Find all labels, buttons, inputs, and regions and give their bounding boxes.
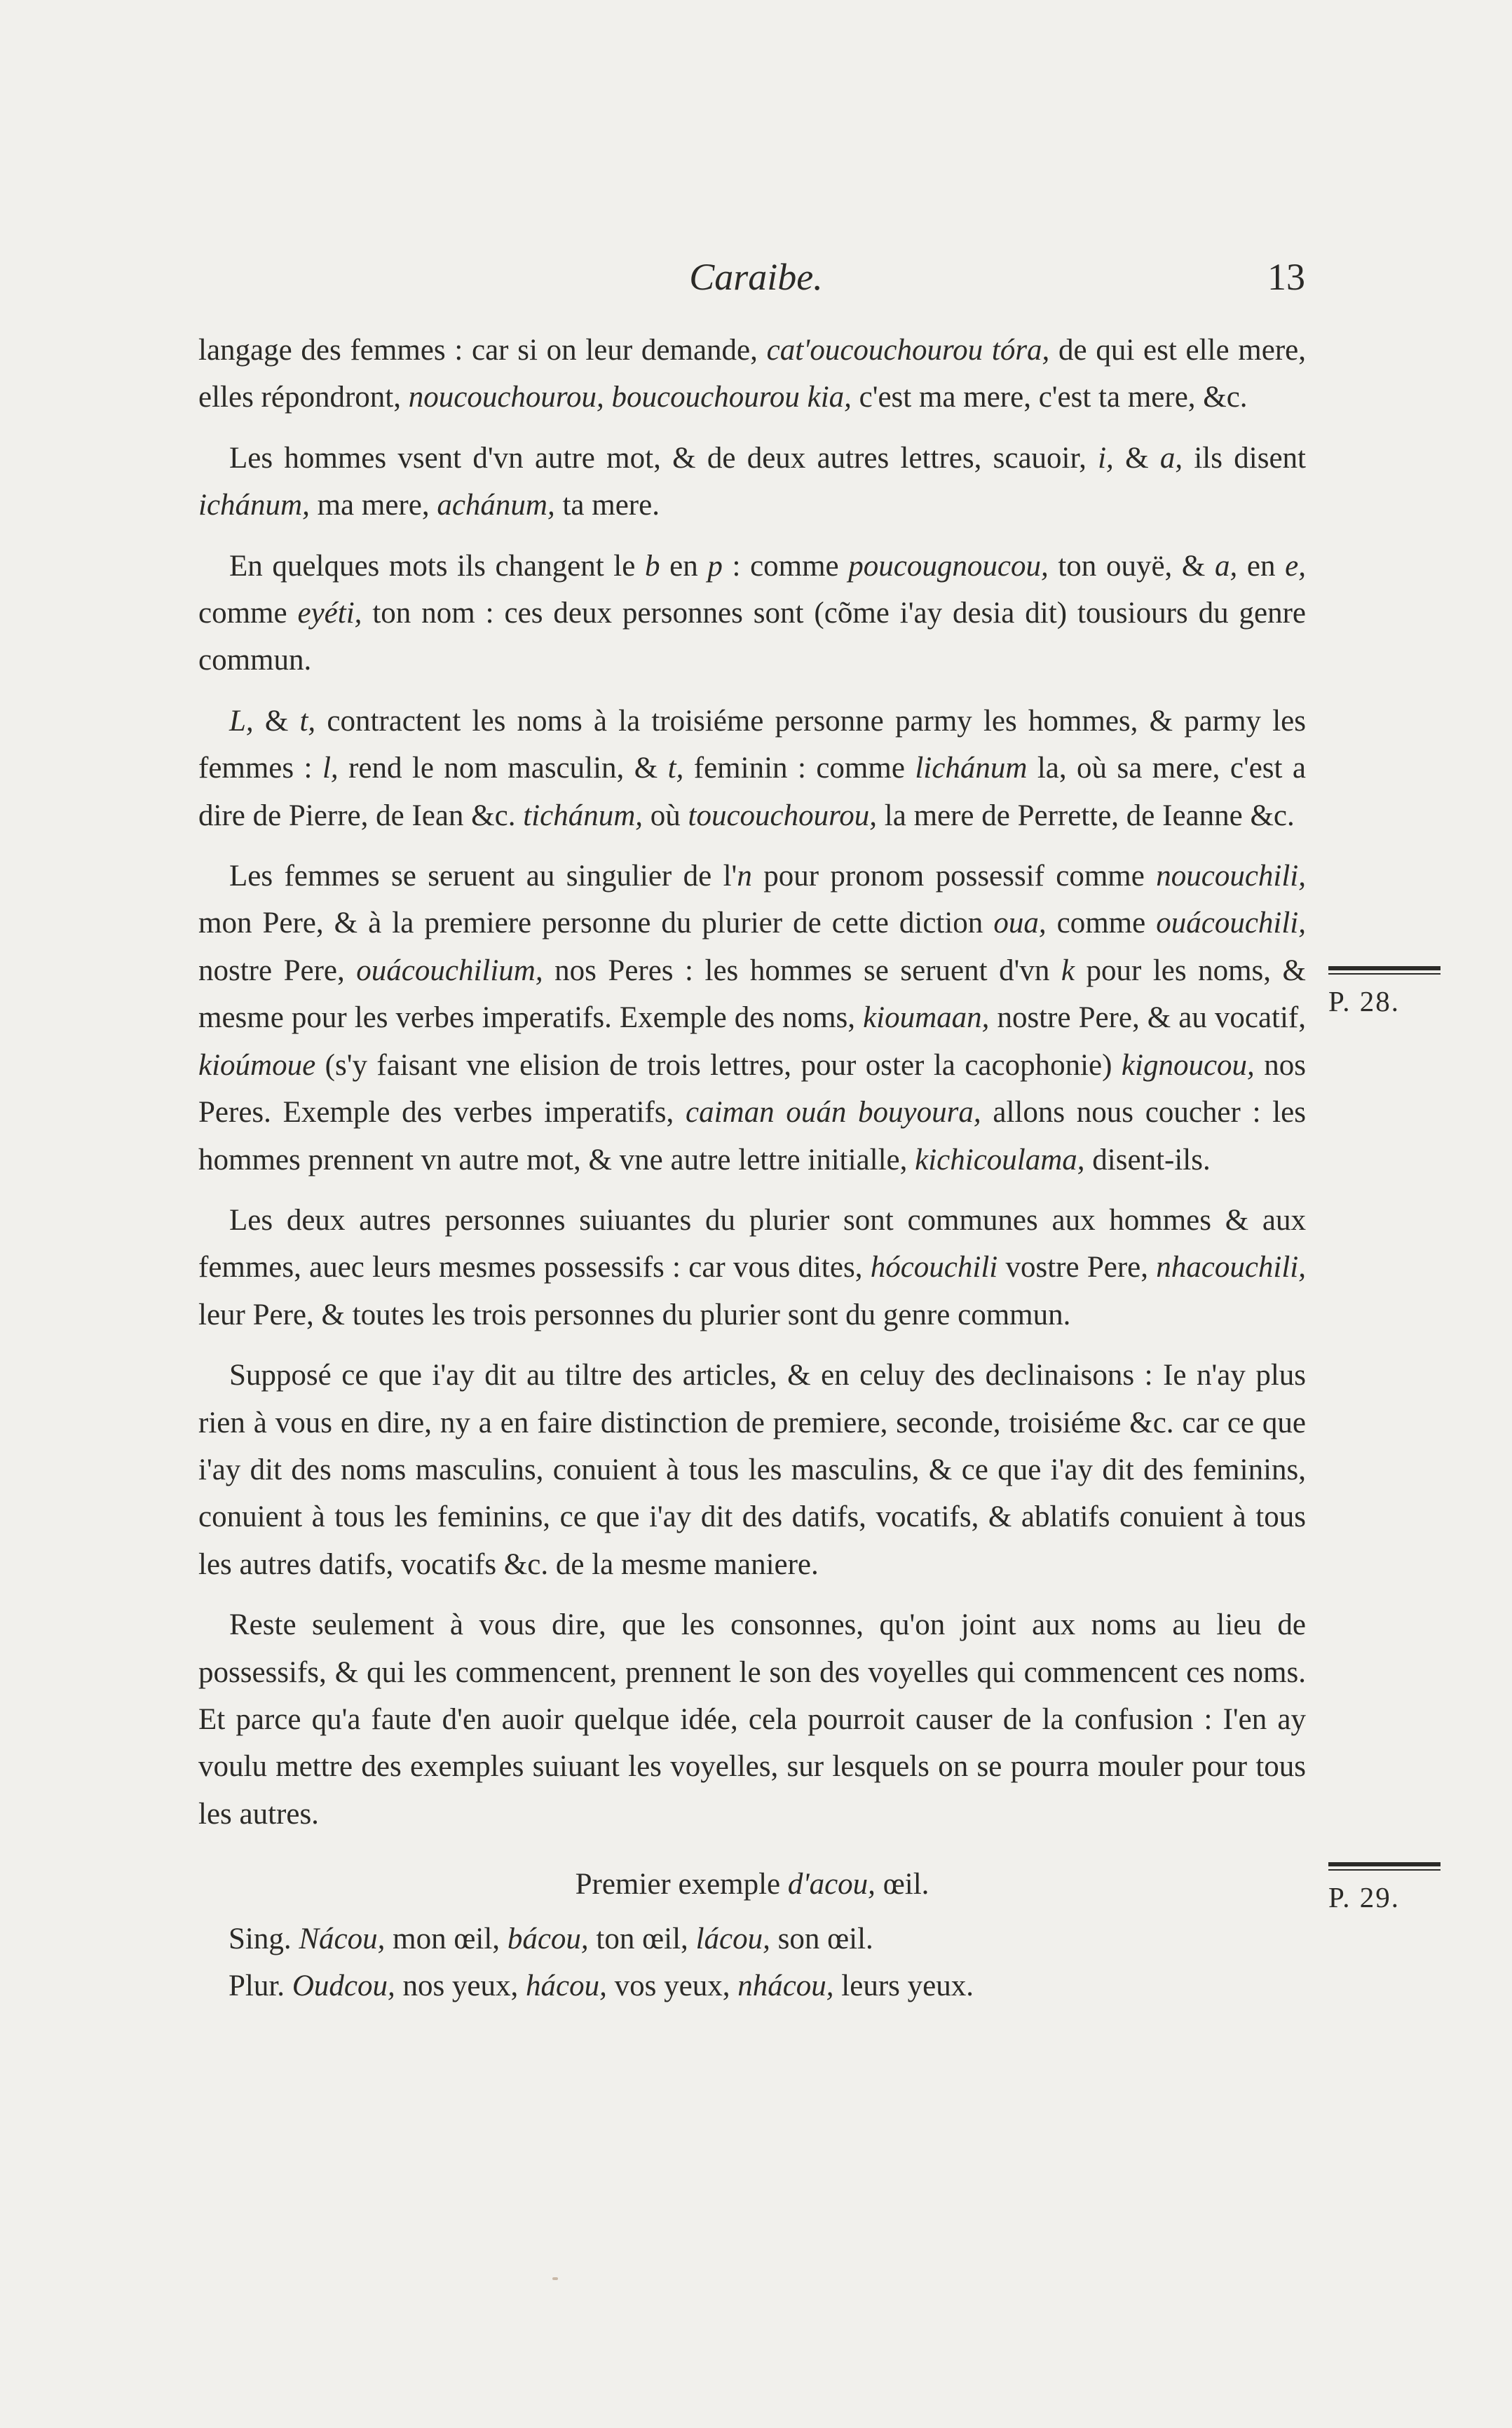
text-run: ton ouyë, &	[1048, 549, 1215, 583]
text-run: comme	[198, 597, 298, 630]
margin-note-label: P. 28.	[1328, 985, 1401, 1017]
text-run: &	[253, 704, 300, 738]
text-run: &	[1113, 441, 1160, 475]
margin-rule	[1328, 966, 1441, 975]
text-run: feminin : comme	[683, 752, 915, 785]
text-run: Reste seulement à vous dire, que les consonnes, qu'on joint aux noms au lieu de possessifs, & qui les commencent, prennent le son des voyelles qui commencent ces noms. Et parce qu'a faute d'en auoir quelque idée, cela pourroit causer de la confusion : I'en ay voulu mettre des exemples suiuant les voyelles, sur lesquels on se pourra mouler pour tous les autres.	[198, 1608, 1306, 1831]
text-run: contractent les noms à la troisiéme personne parmy les hommes, & parmy les femmes :	[198, 704, 1306, 785]
paragraph	[198, 327, 1306, 421]
text-run: Premier exemple	[575, 1868, 788, 1901]
text-run: nos Peres : les hommes se seruent d'vn	[543, 954, 1061, 987]
italic-term: bácou,	[507, 1922, 589, 1955]
italic-term: ichánum,	[198, 489, 310, 522]
italic-term: kichicoulama,	[915, 1143, 1085, 1176]
text-run: en	[1237, 549, 1286, 583]
text-run: Les hommes vsent d'vn autre mot, & de deux autres lettres, scauoir,	[229, 441, 1098, 475]
italic-term: lichánum	[915, 752, 1028, 785]
italic-term: kioúmoue	[198, 1048, 316, 1082]
italic-term: k	[1061, 954, 1075, 987]
text-run: vos yeux,	[606, 1969, 738, 2002]
text-run: c'est ma mere, c'est ta mere, &c.	[851, 381, 1248, 414]
text-run: ton œil,	[588, 1922, 696, 1955]
margin-note-p29	[1328, 1862, 1441, 1917]
italic-term: d'acou,	[787, 1868, 876, 1901]
text-run: pour les noms, & mesme pour les verbes imperatifs. Exemple des noms,	[198, 954, 1306, 1035]
italic-term: achánum,	[437, 489, 555, 522]
text-run: nos Peres. Exemple des verbes imperatifs,	[198, 1048, 1307, 1130]
paper-speck	[552, 2277, 558, 2280]
italic-term: kignoucou,	[1121, 1048, 1255, 1082]
text-run: : comme	[722, 549, 849, 583]
margin-note-p28	[1328, 966, 1441, 1021]
text-run: vostre Pere,	[997, 1251, 1157, 1284]
italic-term: noucouchili,	[1156, 860, 1306, 893]
italic-term: toucouchourou,	[688, 799, 878, 832]
italic-term: l,	[322, 752, 339, 785]
text-run: leurs yeux.	[833, 1969, 974, 2002]
example-line	[198, 1962, 1306, 2009]
italic-term: Nácou,	[299, 1922, 386, 1955]
italic-term: t,	[299, 704, 316, 738]
text-run: son œil.	[770, 1922, 873, 1955]
example-heading	[198, 1861, 1306, 1908]
margin-note-label: P. 29.	[1328, 1881, 1401, 1913]
text-run: ils disent	[1183, 441, 1306, 475]
text-run: de qui est elle mere, elles répondront,	[198, 334, 1306, 414]
italic-term: nhácou,	[737, 1969, 834, 2002]
italic-term: p	[707, 549, 723, 583]
italic-term: ouácouchilium,	[356, 954, 543, 987]
text-run: la, où sa mere, c'est a dire de Pierre, de Iean &c.	[198, 752, 1306, 832]
text-run: pour pronom possessif comme	[751, 860, 1157, 893]
italic-term: tichánum,	[523, 799, 643, 832]
text-run: mon œil,	[385, 1922, 508, 1955]
text-run: Les deux autres personnes suiuantes du plurier sont communes aux hommes & aux femmes, auec leurs mesmes possessifs : car vous dites,	[198, 1203, 1306, 1284]
italic-term: eyéti,	[297, 597, 362, 630]
italic-term: caiman ouán bouyoura,	[686, 1096, 981, 1130]
margin-rule	[1328, 1862, 1441, 1871]
paragraph	[198, 1601, 1306, 1838]
paragraph	[198, 1197, 1306, 1338]
text-run: en	[660, 549, 708, 583]
text-run: œil.	[875, 1868, 929, 1901]
text-run: nostre Pere, & au vocatif,	[989, 1001, 1306, 1035]
italic-term: ouácouchili,	[1156, 907, 1306, 940]
paragraph	[198, 1352, 1306, 1588]
text-run: allons nous coucher : les hommes prennent vn autre mot, & vne autre lettre initialle,	[198, 1096, 1307, 1176]
italic-term: kioumaan,	[863, 1001, 990, 1035]
text-run: Supposé ce que i'ay dit au tiltre des articles, & en celuy des declinaisons : Ie n'ay plus rien à vous en dire, ny a en faire distinction de premiere, seconde, troisiéme &c. car ce que i'ay dit des noms masculins, conuient à tous les masculins, & ce que i'ay dit des feminins, conuient à tous les feminins, ce que i'ay dit des datifs, vocatifs, & ablatifs conuient à tous les autres datifs, vocatifs &c. de la mesme maniere.	[198, 1359, 1306, 1581]
italic-term: oua,	[993, 907, 1047, 940]
text-run: En quelques mots ils changent le	[229, 549, 645, 583]
paragraph	[198, 543, 1306, 684]
text-run: comme	[1046, 907, 1157, 940]
text-run: la mere de Perrette, de Ieanne &c.	[877, 799, 1295, 832]
text-run: (s'y faisant vne elision de trois lettres, pour oster la cacophonie)	[315, 1048, 1122, 1082]
italic-term: nhacouchili,	[1156, 1251, 1306, 1284]
text-run: nostre Pere,	[198, 954, 357, 987]
italic-term: b	[644, 549, 660, 583]
italic-term: e,	[1285, 549, 1306, 583]
text-run: ta mere.	[554, 489, 660, 522]
paragraph	[198, 853, 1306, 1184]
italic-term: n	[737, 860, 752, 893]
italic-term: noucouchourou, boucouchourou kia,	[408, 381, 852, 414]
text-run: ton nom : ces deux personnes sont (cõme i'ay desia dit) tousiours du genre commun.	[198, 597, 1306, 677]
italic-term: Oudcou,	[292, 1969, 395, 2002]
running-title: Caraibe.	[689, 256, 823, 298]
italic-term: poucougnoucou,	[848, 549, 1049, 583]
text-run: Sing.	[229, 1922, 299, 1955]
text-run: mon Pere, & à la premiere personne du plurier de cette diction	[198, 907, 994, 940]
body-text	[198, 327, 1306, 2009]
italic-term: L,	[229, 704, 254, 738]
text-run: Les femmes se seruent au singulier de l'	[229, 860, 737, 893]
italic-term: lácou,	[695, 1922, 770, 1955]
italic-term: a,	[1159, 441, 1183, 475]
italic-term: i,	[1098, 441, 1114, 475]
text-run: leur Pere, & toutes les trois personnes du plurier sont du genre commun.	[198, 1298, 1071, 1331]
paragraph	[198, 435, 1306, 529]
running-head	[0, 252, 1512, 301]
text-run: ma mere,	[309, 489, 437, 522]
italic-term: hócouchili	[870, 1251, 998, 1284]
text-run: langage des femmes : car si on leur demande,	[198, 334, 767, 367]
italic-term: t,	[667, 752, 684, 785]
italic-term: a,	[1215, 549, 1238, 583]
text-run: nos yeux,	[395, 1969, 526, 2002]
text-run: Plur.	[229, 1969, 292, 2002]
page-number: 13	[1267, 256, 1305, 298]
italic-term: cat'oucouchourou tóra,	[766, 334, 1050, 367]
text-run: disent-ils.	[1084, 1143, 1211, 1176]
italic-term: hácou,	[526, 1969, 607, 2002]
text-run: où	[643, 799, 688, 832]
paragraph	[198, 698, 1306, 839]
example-line	[198, 1915, 1306, 1962]
text-run: rend le nom masculin, &	[338, 752, 668, 785]
